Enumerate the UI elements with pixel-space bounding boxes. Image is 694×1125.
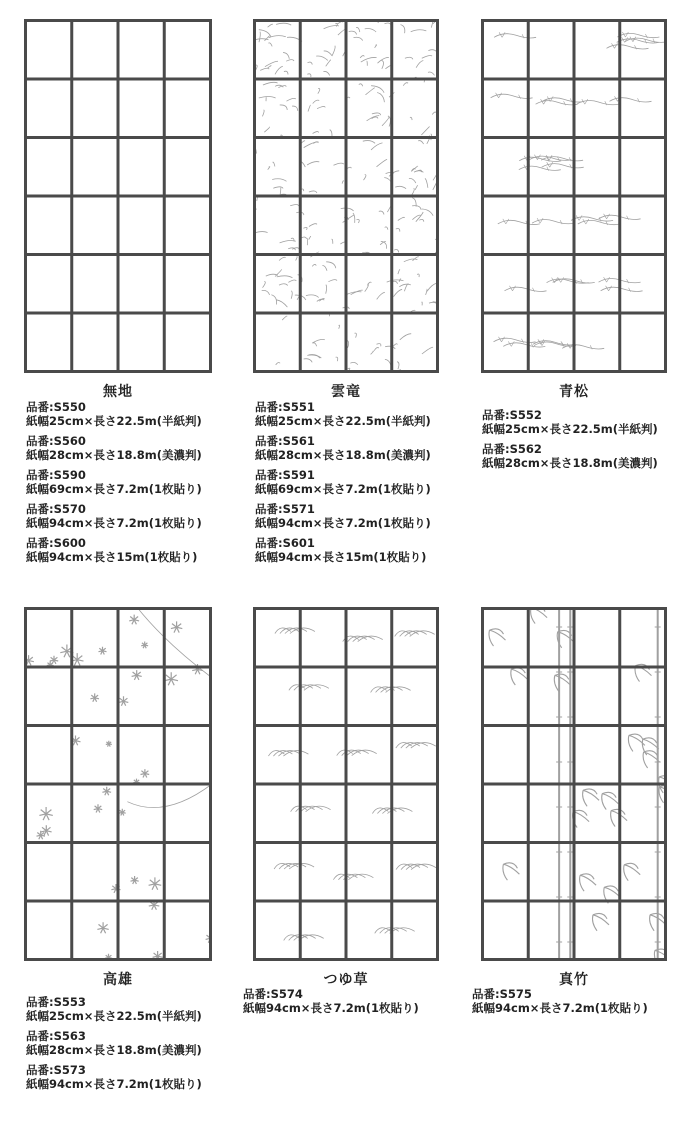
spec-item: [472, 987, 648, 1015]
spec-item: [26, 1063, 202, 1091]
product-code: 品番:S562: [482, 442, 542, 456]
spec-item: [255, 400, 431, 428]
product-size: 紙幅94cm×長さ7.2m(1枚貼り): [255, 516, 431, 530]
product-code: 品番:S570: [26, 502, 86, 516]
shoji-grid: [24, 19, 212, 373]
product-size: 紙幅94cm×長さ15m(1枚貼り): [255, 550, 427, 564]
shoji-image: [481, 607, 667, 961]
spec-item: [26, 995, 202, 1023]
lattice-frame: [253, 607, 439, 961]
product-size: 紙幅28cm×長さ18.8m(美濃判): [482, 456, 658, 470]
spec-list: [255, 400, 431, 570]
lattice-frame: [253, 19, 439, 373]
product-size: 紙幅25cm×長さ22.5m(半紙判): [482, 422, 658, 436]
spec-item: [26, 502, 202, 530]
shoji-grid: [24, 607, 212, 961]
lattice-frame: [481, 607, 667, 961]
product-code: 品番:S560: [26, 434, 86, 448]
product-size: 紙幅94cm×長さ7.2m(1枚貼り): [472, 1001, 648, 1015]
spec-item: [482, 408, 658, 436]
product-code: 品番:S600: [26, 536, 86, 550]
spec-item: [26, 400, 202, 428]
product-name: つゆ草: [323, 972, 369, 988]
product-name: 青松: [559, 384, 589, 400]
product-code: 品番:S553: [26, 995, 86, 1009]
spec-item: [26, 468, 202, 496]
product-code: 品番:S575: [472, 987, 532, 1001]
product-code: 品番:S601: [255, 536, 315, 550]
product-size: 紙幅94cm×長さ15m(1枚貼り): [26, 550, 198, 564]
product-size: 紙幅28cm×長さ18.8m(美濃判): [26, 1043, 202, 1057]
product-size: 紙幅94cm×長さ7.2m(1枚貼り): [26, 1077, 202, 1091]
product-code: 品番:S552: [482, 408, 542, 422]
shoji-grid: [481, 19, 667, 373]
product-code: 品番:S590: [26, 468, 86, 482]
product-size: 紙幅25cm×長さ22.5m(半紙判): [26, 414, 202, 428]
spec-list: [482, 408, 658, 476]
spec-list: [26, 995, 202, 1097]
product-name: 無地: [103, 384, 133, 400]
shoji-grid: [253, 19, 439, 373]
product-size: 紙幅69cm×長さ7.2m(1枚貼り): [26, 482, 202, 496]
spec-list: [26, 400, 202, 570]
product-code: 品番:S550: [26, 400, 86, 414]
product-size: 紙幅25cm×長さ22.5m(半紙判): [26, 1009, 202, 1023]
shoji-image: [253, 607, 439, 961]
product-name: 真竹: [559, 972, 589, 988]
product-size: 紙幅28cm×長さ18.8m(美濃判): [255, 448, 431, 462]
shoji-image: [481, 19, 667, 373]
shoji-image: [24, 19, 212, 373]
spec-list: [472, 987, 648, 1021]
product-size: 紙幅69cm×長さ7.2m(1枚貼り): [255, 482, 431, 496]
lattice-frame: [24, 19, 212, 373]
spec-item: [255, 468, 431, 496]
spec-item: [255, 434, 431, 462]
product-name: 雲竜: [331, 384, 361, 400]
product-name: 高雄: [103, 972, 133, 988]
spec-item: [255, 502, 431, 530]
spec-item: [482, 442, 658, 470]
shoji-image: [24, 607, 212, 961]
spec-item: [26, 536, 202, 564]
product-code: 品番:S551: [255, 400, 315, 414]
shoji-grid: [481, 607, 667, 961]
product-code: 品番:S563: [26, 1029, 86, 1043]
product-size: 紙幅25cm×長さ22.5m(半紙判): [255, 414, 431, 428]
lattice-frame: [481, 19, 667, 373]
product-code: 品番:S573: [26, 1063, 86, 1077]
product-code: 品番:S571: [255, 502, 315, 516]
product-size: 紙幅94cm×長さ7.2m(1枚貼り): [26, 516, 202, 530]
spec-list: [243, 987, 419, 1021]
product-code: 品番:S561: [255, 434, 315, 448]
spec-item: [26, 434, 202, 462]
product-code: 品番:S591: [255, 468, 315, 482]
product-size: 紙幅28cm×長さ18.8m(美濃判): [26, 448, 202, 462]
product-code: 品番:S574: [243, 987, 303, 1001]
product-size: 紙幅94cm×長さ7.2m(1枚貼り): [243, 1001, 419, 1015]
spec-item: [243, 987, 419, 1015]
spec-item: [26, 1029, 202, 1057]
shoji-grid: [253, 607, 439, 961]
shoji-image: [253, 19, 439, 373]
spec-item: [255, 536, 431, 564]
